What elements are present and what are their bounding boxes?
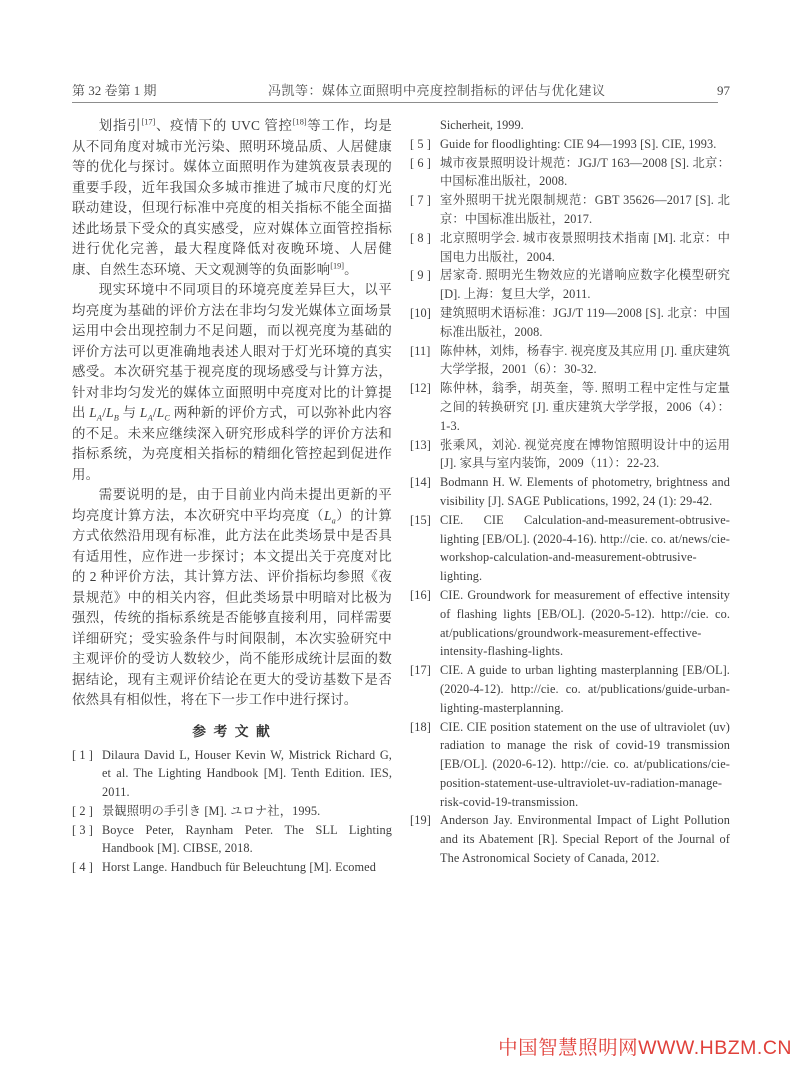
- reference-item: [410, 304, 730, 342]
- reference-label: [ 4 ]: [72, 860, 93, 875]
- text-run: 现实环境中不同项目的环境亮度差异巨大，以平均亮度为基础的评价方法在非均匀发光媒体立面场景运用中会出现控制力不足问题，而以视亮度为基础的评价方法可以更准确地表述人眼对于灯光环境的真实感受。本次研究基于视亮度的现场感受与计算方法，针对非均匀发光的媒体立面照明中亮度对比的计算提出: [72, 282, 392, 420]
- reference-text: 陈仲林，刘炜，杨春宇. 视亮度及其应用 [J]. 重庆建筑大学学报，2001（6）：30-32.: [440, 343, 730, 377]
- reference-item: [410, 811, 730, 867]
- reference-label: [ 8 ]: [410, 230, 431, 245]
- text-run: /: [152, 405, 157, 420]
- reference-item: [410, 511, 730, 586]
- references-list-left: [72, 746, 392, 878]
- reference-text: CIE. A guide to urban lighting masterplanning [EB/OL]. (2020-4-12). http://cie. co. at/publications/guide-urban-lighting-masterplanning.: [440, 663, 730, 715]
- body-paragraph: [72, 116, 392, 280]
- reference-label: [13]: [410, 437, 431, 452]
- reference-item: [410, 135, 730, 154]
- references-heading: 参 考 文 献: [192, 723, 272, 739]
- reference-item: [410, 718, 730, 812]
- reference-label: [10]: [410, 305, 431, 320]
- right-column: [410, 116, 730, 877]
- reference-item: [410, 229, 730, 267]
- citation-marker: [18]: [292, 117, 307, 127]
- header-rule: [72, 102, 718, 103]
- body-paragraph: [72, 485, 392, 711]
- reference-label: [14]: [410, 475, 431, 490]
- text-run: 。: [344, 261, 358, 277]
- text-run: A: [147, 413, 153, 423]
- reference-text: Anderson Jay. Environmental Impact of Light Pollution and its Abatement [R]. Special Report of the Journal of The Astronomical Society of Canada, 2012.: [440, 813, 730, 866]
- reference-text: CIE. CIE Calculation-and-measurement-obtrusive-lighting [EB/OL]. (2020-4-16). http://cie. co. at/news/cie-workshop-calculation-and-measurement-obtrusive-lighting.: [440, 512, 730, 584]
- watermark: 中国智慧照明网WWW.HBZM.CN: [498, 1037, 792, 1059]
- body-paragraphs: [72, 116, 392, 711]
- reference-item: [72, 821, 392, 859]
- text-run: A: [96, 413, 103, 423]
- text-run: 与: [119, 405, 140, 420]
- reference-text: CIE. Groundwork for measurement of effective intensity of flashing lights [EB/OL]. (2020-5-12). http://cie. co. at/publications/groundwork-measurement-effective-intensity-flashing-lights.: [440, 587, 730, 659]
- text-run: 两种新的评价方式，可以弥补此内容的不足。未来应继续深入研究形成科学的评价方法和指标系统，为亮度相关指标的精细化管控起到促进作用。: [72, 405, 393, 482]
- text-run: L: [323, 507, 332, 523]
- reference-text: Horst Lange. Handbuch für Beleuchtung [M]. Ecomed: [102, 860, 376, 875]
- reference-text: 陈仲林，翁季，胡英奎，等. 照明工程中定性与定量之间的转换研究 [J]. 重庆建筑大学学报，2006（4）：1-3.: [440, 381, 730, 433]
- two-column-body: [72, 116, 730, 877]
- reference-text: Bodmann H. W. Elements of photometry, brightness and visibility [J]. SAGE Publications, 1992, 24 (1): 29-42.: [440, 475, 730, 508]
- page-header: [72, 80, 730, 99]
- reference-label: [ 7 ]: [410, 193, 431, 208]
- citation-marker: [17]: [141, 117, 156, 127]
- reference-label: [ 9 ]: [410, 268, 431, 283]
- reference-label: [ 5 ]: [410, 136, 431, 151]
- reference-item: [410, 154, 730, 192]
- reference-label: [ 6 ]: [410, 155, 431, 170]
- reference-label: [17]: [410, 663, 431, 678]
- text-run: 需要说明的是，由于目前业内尚未提出更新的平均亮度计算方法，本次研究中平均亮度（: [72, 487, 392, 523]
- reference-label: [18]: [410, 719, 431, 734]
- text-run: 划指引: [98, 118, 142, 133]
- reference-text: 张乘风，刘沁. 视觉亮度在博物馆照明设计中的运用 [J]. 家具与室内装饰，2009（11）：22-23.: [440, 437, 730, 471]
- reference-label: [16]: [410, 587, 431, 602]
- text-run: L: [89, 405, 97, 420]
- reference-item: [410, 379, 730, 435]
- reference-item: [72, 746, 392, 802]
- text-run: a: [331, 516, 336, 526]
- reference-item: [410, 342, 730, 380]
- reference-label: [11]: [410, 343, 431, 358]
- reference-continuation: Sicherheit, 1999.: [440, 118, 524, 132]
- reference-text: 景観照明の手引き [M]. ユロナ社，1995.: [102, 803, 321, 818]
- reference-item: [72, 858, 392, 877]
- reference-text: 居家奇. 照明光生物效应的光谱响应数字化模型研究 [D]. 上海：复旦大学，2011.: [440, 268, 730, 302]
- left-column: [72, 116, 392, 877]
- text-run: L: [106, 405, 114, 420]
- reference-text: CIE. CIE position statement on the use of ultraviolet (uv) radiation to manage the risk of covid-19 transmission [EB/OL]. (2020-6-12). http://cie. co. at/publications/cie-position-statement-use-ultraviolet-uv-radiation-manage-risk-covid-19-transmission.: [440, 719, 730, 809]
- volume-issue: 第 32 卷第 1 期: [72, 83, 157, 98]
- text-run: 等工作，均是从不同角度对城市光污染、照明环境品质、人居健康等的优化与探讨。媒体立面照明作为建筑夜景表现的重要手段，近年我国众多城市推进了城市尺度的灯光联动建设，但现行标准中亮度的相关指标不能全面描述此场景下受众的真实感受，应对媒体立面管控指标进行优化完善，最大程度降低对夜晚环境、人居健康、自然生态环境、天文观测等的负面影响: [72, 118, 392, 277]
- reference-text: 室外照明干扰光限制规范：GBT 35626—2017 [S]. 北京：中国标准出版社，2017.: [440, 193, 730, 226]
- text-run: C: [164, 413, 171, 423]
- reference-label: [15]: [410, 512, 431, 527]
- reference-item: [410, 266, 730, 304]
- reference-label: [12]: [410, 381, 431, 396]
- text-run: ）的计算方式依然沿用现有标准，此方法在此类场景中是否具有适用性，应作进一步探讨；本文提出关于亮度对比的 2 种评价方法，其计算方法、评价指标均参照《夜景规范》中的相关内容，但此类场景中明暗对比极为强烈，传统的指标系统是否能够直接利用，同样需要详细研究；受实验条件与时间限制，本次实验研究中主观评价的受访人数较少，尚不能形成统计层面的数据结论，现有主观评价结论在更大的受访基数下是否依然具有相似性，将在下一步工作中进行探讨。: [72, 507, 392, 707]
- text-run: L: [139, 405, 148, 420]
- reference-text: 北京照明学会. 城市夜景照明技术指南 [M]. 北京：中国电力出版社，2004.: [440, 230, 730, 264]
- body-paragraph: [72, 280, 392, 485]
- reference-item: [410, 191, 730, 229]
- reference-item: [410, 473, 730, 511]
- running-title: 冯凯等：媒体立面照明中亮度控制指标的评估与优化建议: [268, 83, 606, 98]
- text-run: 、疫情下的 UVC 管控: [155, 118, 293, 133]
- reference-label: [ 2 ]: [72, 803, 93, 818]
- page-number: 97: [717, 83, 730, 98]
- reference-item: [410, 436, 730, 474]
- reference-text: Guide for floodlighting: CIE 94—1993 [S]. CIE, 1993.: [440, 136, 717, 151]
- reference-item: [72, 802, 392, 821]
- text-run: /: [102, 405, 107, 420]
- reference-text: 城市夜景照明设计规范：JGJ/T 163—2008 [S]. 北京：中国标准出版社，2008.: [440, 155, 730, 189]
- reference-label: [ 3 ]: [72, 822, 93, 837]
- reference-text: 建筑照明术语标准：JGJ/T 119—2008 [S]. 北京：中国标准出版社，2008.: [440, 305, 730, 339]
- reference-item: [410, 586, 730, 661]
- citation-marker: [19]: [330, 261, 345, 271]
- text-run: L: [156, 405, 165, 420]
- reference-text: Boyce Peter, Raynham Peter. The SLL Lighting Handbook [M]. CIBSE, 2018.: [102, 822, 392, 856]
- reference-item: [410, 661, 730, 717]
- reference-text: Dilaura David L, Houser Kevin W, Mistrick Richard G, et al. The Lighting Handbook [M]. Tenth Edition. IES, 2011.: [102, 747, 392, 800]
- references-list-right: [410, 135, 730, 868]
- text-run: B: [113, 413, 120, 423]
- reference-label: [19]: [410, 813, 431, 828]
- reference-label: [ 1 ]: [72, 747, 93, 762]
